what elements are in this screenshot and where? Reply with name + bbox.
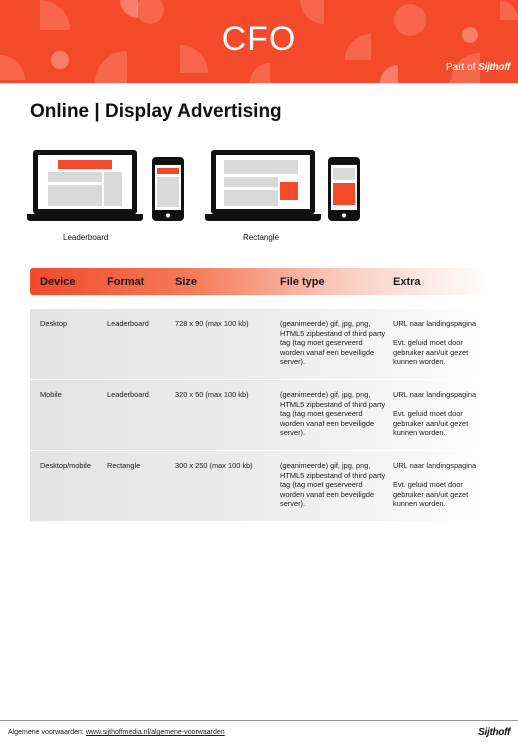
cell-device: Mobile — [40, 390, 62, 399]
cell-file-type: (geanimeerde) gif, jpg, png, HTML5 zipbestand of third party tag (tag moet geserveerd worden vanaf een beveiligde server). — [280, 461, 386, 509]
cell-extra-url: URL naar landingspagina — [393, 461, 477, 470]
rectangle-caption: Rectangle — [243, 233, 280, 242]
header-file-type: File type — [280, 276, 325, 288]
cell-extra-sound: Evt. geluid moet door gebruiker aan/uit gezet kunnen worden. — [393, 338, 469, 367]
rectangle-phone-icon — [328, 157, 360, 221]
terms-link[interactable]: www.sijthoffmedia.nl/algemene-voorwaarden — [85, 729, 225, 736]
cell-extra-url: URL naar landingspagina — [393, 319, 477, 328]
cell-format: Leaderboard — [107, 390, 149, 399]
cell-file-type: (geanimeerde) gif, jpg, png, HTML5 zipbestand of third party tag (tag moet geserveerd worden vanaf een beveiligde server). — [280, 390, 386, 438]
cell-extra-url: URL naar landingspagina — [393, 390, 477, 399]
table-row — [30, 309, 490, 379]
header-format: Format — [107, 276, 145, 288]
footer-logo: Sijthoff — [478, 727, 510, 738]
cell-size: 728 x 90 (max 100 kb) — [175, 319, 249, 328]
cell-size: 300 x 250 (max 100 kb) — [175, 461, 253, 470]
format-illustrations — [0, 0, 518, 230]
page-title: Online | Display Advertising — [30, 101, 282, 122]
part-of-prefix: Part of — [445, 62, 476, 73]
table-row — [30, 380, 490, 450]
cell-extra-sound: Evt. geluid moet door gebruiker aan/uit gezet kunnen worden. — [393, 480, 469, 509]
cell-device: Desktop/mobile — [40, 461, 91, 470]
cell-extra-sound: Evt. geluid moet door gebruiker aan/uit gezet kunnen worden. — [393, 409, 469, 438]
cell-format: Rectangle — [107, 461, 141, 470]
table-header — [30, 268, 490, 295]
rectangle-laptop-icon — [205, 150, 321, 221]
leaderboard-phone-icon — [152, 157, 184, 221]
cell-device: Desktop — [40, 319, 68, 328]
header-extra: Extra — [393, 276, 421, 288]
cell-size: 320 x 50 (max 100 kb) — [175, 390, 249, 399]
cell-format: Leaderboard — [107, 319, 149, 328]
footer-divider — [0, 720, 518, 721]
footer-terms — [8, 729, 225, 736]
cell-extra — [393, 461, 489, 519]
footer-terms-label: Algemene voorwaarden: — [8, 729, 84, 736]
header-device: Device — [40, 276, 76, 288]
cell-file-type: (geanimeerde) gif, jpg, png, HTML5 zipbestand of third party tag (tag moet geserveerd worden vanaf een beveiligde server). — [280, 319, 386, 367]
part-of-brand: Sijthoff — [478, 62, 510, 73]
cell-extra — [393, 390, 489, 448]
cell-extra — [393, 319, 489, 377]
leaderboard-caption: Leaderboard — [63, 233, 109, 242]
brand-logo: CFO — [221, 20, 297, 58]
table-row — [30, 451, 490, 521]
header-size: Size — [175, 276, 198, 288]
leaderboard-laptop-icon — [27, 150, 143, 221]
